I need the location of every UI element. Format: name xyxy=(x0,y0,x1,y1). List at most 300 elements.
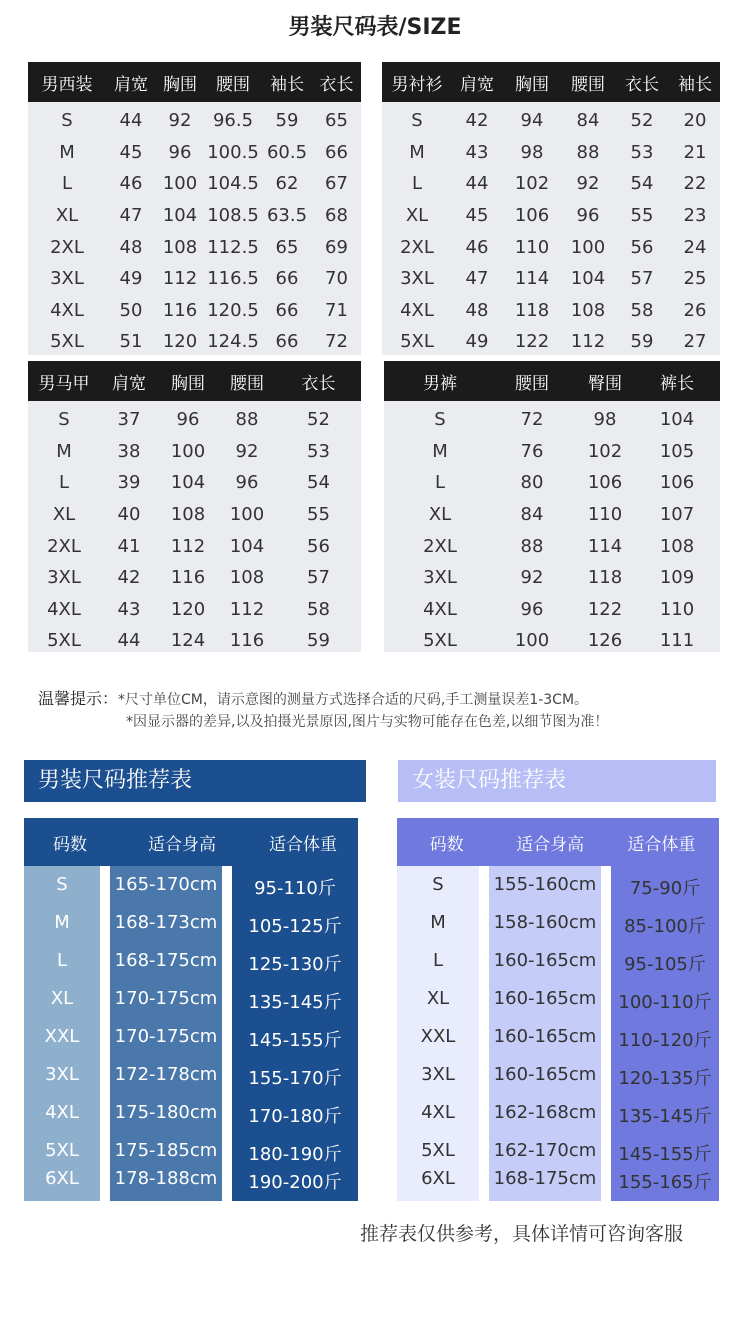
table-cell: 92 xyxy=(168,110,192,132)
table-cell: 48 xyxy=(465,299,489,321)
tips-label: 温馨提示： xyxy=(38,689,119,708)
table-cell: 49 xyxy=(119,268,143,290)
list-item: 85-100斤 xyxy=(624,916,706,937)
table-cell: S xyxy=(411,110,423,132)
table-row xyxy=(28,137,361,169)
list-item: 168-175cm xyxy=(114,950,218,971)
table-cell: 26 xyxy=(683,299,707,321)
men_rec-header-cell: 适合身高 xyxy=(148,834,216,855)
table-cell: 24 xyxy=(683,236,707,258)
table-cell: 116 xyxy=(170,567,206,589)
table-cell: 92 xyxy=(520,567,544,589)
pants-header-cell: 臀围 xyxy=(588,373,622,394)
table-cell: 46 xyxy=(465,236,489,258)
table-cell: 108 xyxy=(162,236,198,258)
table-cell: 4XL xyxy=(47,598,81,620)
table-cell: 98 xyxy=(593,409,617,431)
table-cell: 109 xyxy=(659,567,695,589)
list-item: L xyxy=(432,950,444,971)
table-cell: 104 xyxy=(170,472,206,494)
table-cell: 88 xyxy=(576,141,600,163)
table-cell: 51 xyxy=(119,331,143,353)
table-cell: 94 xyxy=(520,110,544,132)
table-cell: 53 xyxy=(307,440,330,462)
table-cell: 3XL xyxy=(423,567,457,589)
table-cell: M xyxy=(59,141,75,163)
pants-header-row xyxy=(384,361,720,401)
table-cell: 4XL xyxy=(50,299,84,321)
men_rec-header-cell: 适合体重 xyxy=(269,834,337,855)
table-cell: 116.5 xyxy=(207,268,259,290)
list-item: 175-180cm xyxy=(114,1102,218,1123)
table-cell: 126 xyxy=(587,630,623,652)
table-row xyxy=(382,105,720,137)
table-cell: 60.5 xyxy=(266,141,308,163)
table-row xyxy=(28,594,361,626)
table-cell: 92 xyxy=(235,440,259,462)
table-cell: 116 xyxy=(162,299,198,321)
shirt-header-cell: 胸围 xyxy=(515,74,549,95)
table-cell: 71 xyxy=(325,299,348,321)
list-item: 95-110斤 xyxy=(254,878,336,899)
table-cell: 66 xyxy=(275,331,299,353)
table-cell: 22 xyxy=(683,173,707,195)
table-cell: 58 xyxy=(630,299,654,321)
table-row xyxy=(28,326,361,358)
pants-header-cell: 男裤 xyxy=(423,373,457,394)
table-cell: L xyxy=(61,173,73,195)
table-row xyxy=(384,625,720,657)
table-row xyxy=(382,326,720,358)
women_rec-header-row xyxy=(397,818,719,866)
table-cell: 112 xyxy=(162,268,198,290)
table-cell: 110 xyxy=(659,598,695,620)
men_rec-heights-column xyxy=(110,866,222,1201)
table-cell: 20 xyxy=(683,110,707,132)
table-cell: 21 xyxy=(683,141,707,163)
list-item: 170-175cm xyxy=(114,1026,218,1047)
table-cell: 66 xyxy=(325,141,348,163)
table-cell: 96 xyxy=(576,205,600,227)
table-cell: L xyxy=(58,472,70,494)
table-cell: XL xyxy=(52,504,76,526)
list-item: 190-200斤 xyxy=(248,1172,342,1193)
table-cell: 44 xyxy=(119,110,143,132)
shirt-header-cell: 肩宽 xyxy=(460,74,494,95)
men_rec-sizes-column xyxy=(24,866,100,1201)
table-cell: 42 xyxy=(465,110,489,132)
table-cell: 120.5 xyxy=(207,299,259,321)
table-row xyxy=(28,105,361,137)
suit-header-cell: 衣长 xyxy=(319,74,354,95)
table-row xyxy=(384,594,720,626)
table-cell: 3XL xyxy=(400,268,434,290)
page-title: 男装尺码表/SIZE xyxy=(288,15,462,40)
table-cell: 70 xyxy=(325,268,348,290)
women-recommend-table xyxy=(397,818,719,1203)
table-row xyxy=(28,625,361,657)
table-row xyxy=(28,295,361,327)
table-cell: 65 xyxy=(325,110,348,132)
shirt-size-table xyxy=(382,62,720,355)
women_rec-sizes-column xyxy=(397,866,479,1201)
table-cell: 47 xyxy=(465,268,489,290)
list-item: 165-170cm xyxy=(114,874,218,895)
table-cell: 66 xyxy=(275,299,299,321)
table-row xyxy=(382,295,720,327)
men_rec-weights-column xyxy=(232,866,358,1201)
list-item: 168-173cm xyxy=(114,912,218,933)
table-cell: M xyxy=(409,141,425,163)
table-cell: 76 xyxy=(520,440,544,462)
table-row xyxy=(28,530,361,562)
table-cell: S xyxy=(434,409,446,431)
table-cell: 56 xyxy=(307,535,330,557)
list-item: 6XL xyxy=(45,1168,79,1189)
table-cell: 104 xyxy=(659,409,695,431)
table-cell: 96.5 xyxy=(212,110,254,132)
vest-header-cell: 衣长 xyxy=(301,373,336,394)
table-row xyxy=(28,263,361,295)
table-cell: 46 xyxy=(119,173,143,195)
table-row xyxy=(382,231,720,263)
list-item: 135-145斤 xyxy=(618,1106,712,1127)
table-cell: 48 xyxy=(119,236,143,258)
list-item: 3XL xyxy=(421,1064,455,1085)
table-cell: 112.5 xyxy=(207,236,259,258)
table-cell: 102 xyxy=(587,440,623,462)
shirt-header-cell: 衣长 xyxy=(625,74,659,95)
table-cell: 2XL xyxy=(400,236,434,258)
table-cell: 110 xyxy=(587,504,623,526)
table-cell: 49 xyxy=(465,331,489,353)
table-cell: 5XL xyxy=(50,331,84,353)
men-recommend-table xyxy=(24,818,358,1203)
table-row xyxy=(382,200,720,232)
table-cell: 2XL xyxy=(50,236,84,258)
table-row xyxy=(382,137,720,169)
list-item: 160-165cm xyxy=(493,1026,597,1047)
table-cell: 25 xyxy=(683,268,707,290)
list-item: 180-190斤 xyxy=(248,1144,342,1165)
table-cell: 63.5 xyxy=(266,205,308,227)
suit-size-table xyxy=(28,62,361,355)
table-cell: 100 xyxy=(170,440,206,462)
women_rec-header-cell: 适合身高 xyxy=(516,834,585,855)
table-cell: 106 xyxy=(587,472,623,494)
table-cell: L xyxy=(411,173,423,195)
women_rec-header-cell: 码数 xyxy=(429,834,464,855)
women_rec-header-cell: 适合体重 xyxy=(627,834,696,855)
table-cell: 62 xyxy=(275,173,299,195)
suit-header-row xyxy=(28,62,361,102)
list-item: 145-155斤 xyxy=(618,1144,712,1165)
table-cell: 55 xyxy=(630,205,654,227)
vest-header-cell: 肩宽 xyxy=(112,373,146,394)
list-item: 160-165cm xyxy=(493,1064,597,1085)
table-cell: 106 xyxy=(659,472,695,494)
table-cell: 54 xyxy=(630,173,654,195)
list-item: 3XL xyxy=(45,1064,79,1085)
table-cell: 3XL xyxy=(47,567,81,589)
list-item: 170-175cm xyxy=(114,988,218,1009)
list-item: 145-155斤 xyxy=(248,1030,342,1051)
list-item: 158-160cm xyxy=(493,912,597,933)
table-cell: 96 xyxy=(176,409,200,431)
table-cell: XL xyxy=(405,205,429,227)
men_rec-header-cell: 码数 xyxy=(53,834,87,855)
table-cell: 92 xyxy=(576,173,600,195)
pants-header-cell: 裤长 xyxy=(660,373,694,394)
table-cell: 124 xyxy=(170,630,206,652)
table-cell: 116 xyxy=(229,630,265,652)
list-item: 160-165cm xyxy=(493,950,597,971)
table-cell: 4XL xyxy=(423,598,457,620)
table-row xyxy=(28,467,361,499)
table-row xyxy=(382,168,720,200)
table-cell: 54 xyxy=(307,472,330,494)
table-row xyxy=(384,467,720,499)
table-cell: 72 xyxy=(520,409,544,431)
vest-header-cell: 男马甲 xyxy=(38,373,90,394)
pants-header-cell: 腰围 xyxy=(515,373,549,394)
table-cell: 53 xyxy=(630,141,654,163)
table-cell: 47 xyxy=(119,205,143,227)
list-item: XL xyxy=(426,988,450,1009)
table-cell: 58 xyxy=(307,598,330,620)
list-item: 175-185cm xyxy=(114,1140,218,1161)
list-item: 6XL xyxy=(421,1168,455,1189)
table-cell: 102 xyxy=(514,173,550,195)
shirt-header-cell: 袖长 xyxy=(678,74,712,95)
women_rec-heights-column xyxy=(489,866,601,1201)
suit-header-cell: 腰围 xyxy=(216,74,250,95)
table-cell: 104 xyxy=(162,205,198,227)
list-item: 162-168cm xyxy=(493,1102,597,1123)
tips-line-1: *尺寸单位CM，请示意图的测量方式选择合适的尺码,手工测量误差1-3CM。 xyxy=(118,692,589,708)
table-cell: 57 xyxy=(630,268,654,290)
tips-block xyxy=(38,688,608,733)
table-cell: 107 xyxy=(659,504,695,526)
table-row xyxy=(384,562,720,594)
table-cell: 106 xyxy=(514,205,550,227)
table-cell: 4XL xyxy=(400,299,434,321)
table-cell: XL xyxy=(55,205,79,227)
table-row xyxy=(384,530,720,562)
footer-note: 推荐表仅供参考，具体详情可咨询客服 xyxy=(360,1223,684,1245)
vest-header-cell: 胸围 xyxy=(171,373,205,394)
list-item: 5XL xyxy=(421,1140,455,1161)
table-row xyxy=(28,231,361,263)
table-row xyxy=(28,200,361,232)
table-cell: 100 xyxy=(570,236,606,258)
table-row xyxy=(382,263,720,295)
list-item: XXL xyxy=(44,1026,80,1047)
table-cell: 38 xyxy=(117,440,141,462)
table-cell: 44 xyxy=(117,630,141,652)
suit-header-cell: 男西装 xyxy=(41,74,93,95)
table-cell: 84 xyxy=(576,110,600,132)
list-item: 120-135斤 xyxy=(618,1068,712,1089)
list-item: 178-188cm xyxy=(114,1168,218,1189)
list-item: 95-105斤 xyxy=(624,954,706,975)
table-cell: 105 xyxy=(659,440,695,462)
table-cell: 39 xyxy=(117,472,141,494)
table-cell: 43 xyxy=(465,141,489,163)
table-cell: 55 xyxy=(307,504,330,526)
table-cell: 118 xyxy=(587,567,623,589)
women_rec-weights-column xyxy=(611,866,719,1201)
suit-header-cell: 袖长 xyxy=(270,74,304,95)
table-cell: 5XL xyxy=(400,331,434,353)
list-item: 75-90斤 xyxy=(629,878,701,899)
table-row xyxy=(384,404,720,436)
list-item: 168-175cm xyxy=(493,1168,597,1189)
table-cell: 5XL xyxy=(423,630,457,652)
table-cell: 50 xyxy=(119,299,143,321)
table-cell: 69 xyxy=(325,236,348,258)
table-row xyxy=(384,436,720,468)
table-cell: 80 xyxy=(520,472,544,494)
table-cell: 37 xyxy=(117,409,141,431)
table-cell: 114 xyxy=(514,268,550,290)
list-item: 170-180斤 xyxy=(248,1106,342,1127)
table-cell: 42 xyxy=(117,567,141,589)
men_rec-header-row xyxy=(24,818,358,866)
table-cell: 96 xyxy=(235,472,259,494)
table-cell: 44 xyxy=(465,173,489,195)
table-row xyxy=(28,168,361,200)
shirt-header-cell: 腰围 xyxy=(571,74,605,95)
list-item: 172-178cm xyxy=(114,1064,218,1085)
table-cell: 120 xyxy=(170,598,206,620)
table-cell: 108 xyxy=(659,535,695,557)
table-cell: M xyxy=(56,440,72,462)
list-item: XL xyxy=(50,988,74,1009)
table-cell: 68 xyxy=(325,205,348,227)
shirt-header-row xyxy=(382,62,720,102)
table-row xyxy=(28,436,361,468)
table-cell: 108 xyxy=(570,299,606,321)
table-cell: 111 xyxy=(659,630,695,652)
table-cell: 122 xyxy=(587,598,623,620)
table-cell: 65 xyxy=(275,236,299,258)
suit-header-cell: 肩宽 xyxy=(114,74,148,95)
table-cell: 40 xyxy=(117,504,141,526)
list-item: 5XL xyxy=(45,1140,79,1161)
table-cell: 59 xyxy=(275,110,299,132)
table-cell: S xyxy=(58,409,70,431)
table-cell: 108 xyxy=(170,504,206,526)
table-cell: 96 xyxy=(168,141,192,163)
list-item: 155-165斤 xyxy=(618,1172,712,1193)
table-cell: 52 xyxy=(630,110,654,132)
table-cell: 100 xyxy=(229,504,265,526)
table-cell: 108 xyxy=(229,567,265,589)
list-item: M xyxy=(54,912,70,933)
table-cell: 88 xyxy=(235,409,259,431)
table-cell: 88 xyxy=(520,535,544,557)
table-cell: 66 xyxy=(275,268,299,290)
table-cell: 112 xyxy=(170,535,206,557)
table-cell: 52 xyxy=(307,409,330,431)
shirt-header-cell: 男衬衫 xyxy=(391,74,443,95)
table-cell: XL xyxy=(428,504,452,526)
table-cell: 59 xyxy=(307,630,330,652)
table-cell: 72 xyxy=(325,331,348,353)
list-item: 155-160cm xyxy=(493,874,597,895)
table-cell: 112 xyxy=(229,598,265,620)
list-item: 105-125斤 xyxy=(248,916,342,937)
table-cell: M xyxy=(432,440,448,462)
table-cell: 122 xyxy=(514,331,550,353)
table-cell: 98 xyxy=(520,141,544,163)
table-cell: 104.5 xyxy=(207,173,259,195)
table-cell: 96 xyxy=(520,598,544,620)
list-item: 135-145斤 xyxy=(248,992,342,1013)
suit-header-cell: 胸围 xyxy=(163,74,197,95)
table-cell: 27 xyxy=(683,331,707,353)
table-cell: 3XL xyxy=(50,268,84,290)
table-cell: 100.5 xyxy=(207,141,259,163)
men-recommend-title: 男装尺码推荐表 xyxy=(24,760,366,802)
tips-line-2: *因显示器的差异,以及拍摄光景原因,图片与实物可能存在色差,以细节图为准！ xyxy=(126,714,609,730)
table-cell: 104 xyxy=(570,268,606,290)
table-cell: 45 xyxy=(465,205,489,227)
list-item: 155-170斤 xyxy=(248,1068,342,1089)
table-cell: 43 xyxy=(117,598,141,620)
list-item: 100-110斤 xyxy=(618,992,712,1013)
pants-size-table xyxy=(384,361,720,652)
list-item: S xyxy=(56,874,68,895)
table-cell: 104 xyxy=(229,535,265,557)
list-item: XXL xyxy=(420,1026,456,1047)
table-cell: 84 xyxy=(520,504,544,526)
vest-header-cell: 腰围 xyxy=(230,373,264,394)
table-row xyxy=(28,404,361,436)
table-cell: 108.5 xyxy=(207,205,259,227)
table-cell: 120 xyxy=(162,331,198,353)
table-cell: 124.5 xyxy=(207,331,259,353)
table-row xyxy=(28,562,361,594)
table-cell: 67 xyxy=(325,173,348,195)
list-item: 4XL xyxy=(421,1102,455,1123)
table-cell: 41 xyxy=(117,535,141,557)
table-cell: L xyxy=(434,472,446,494)
table-cell: 100 xyxy=(514,630,550,652)
table-cell: 2XL xyxy=(423,535,457,557)
list-item: 110-120斤 xyxy=(618,1030,712,1051)
table-cell: 112 xyxy=(570,331,606,353)
table-row xyxy=(384,499,720,531)
list-item: L xyxy=(56,950,68,971)
list-item: S xyxy=(432,874,444,895)
table-cell: 56 xyxy=(630,236,654,258)
list-item: 160-165cm xyxy=(493,988,597,1009)
table-cell: 118 xyxy=(514,299,550,321)
table-cell: 114 xyxy=(587,535,623,557)
table-cell: 59 xyxy=(630,331,654,353)
table-cell: 45 xyxy=(119,141,143,163)
table-row xyxy=(28,499,361,531)
list-item: 125-130斤 xyxy=(248,954,342,975)
list-item: M xyxy=(430,912,446,933)
vest-header-row xyxy=(28,361,361,401)
table-cell: 23 xyxy=(683,205,707,227)
table-cell: S xyxy=(61,110,73,132)
list-item: 162-170cm xyxy=(493,1140,597,1161)
vest-size-table xyxy=(28,361,361,652)
